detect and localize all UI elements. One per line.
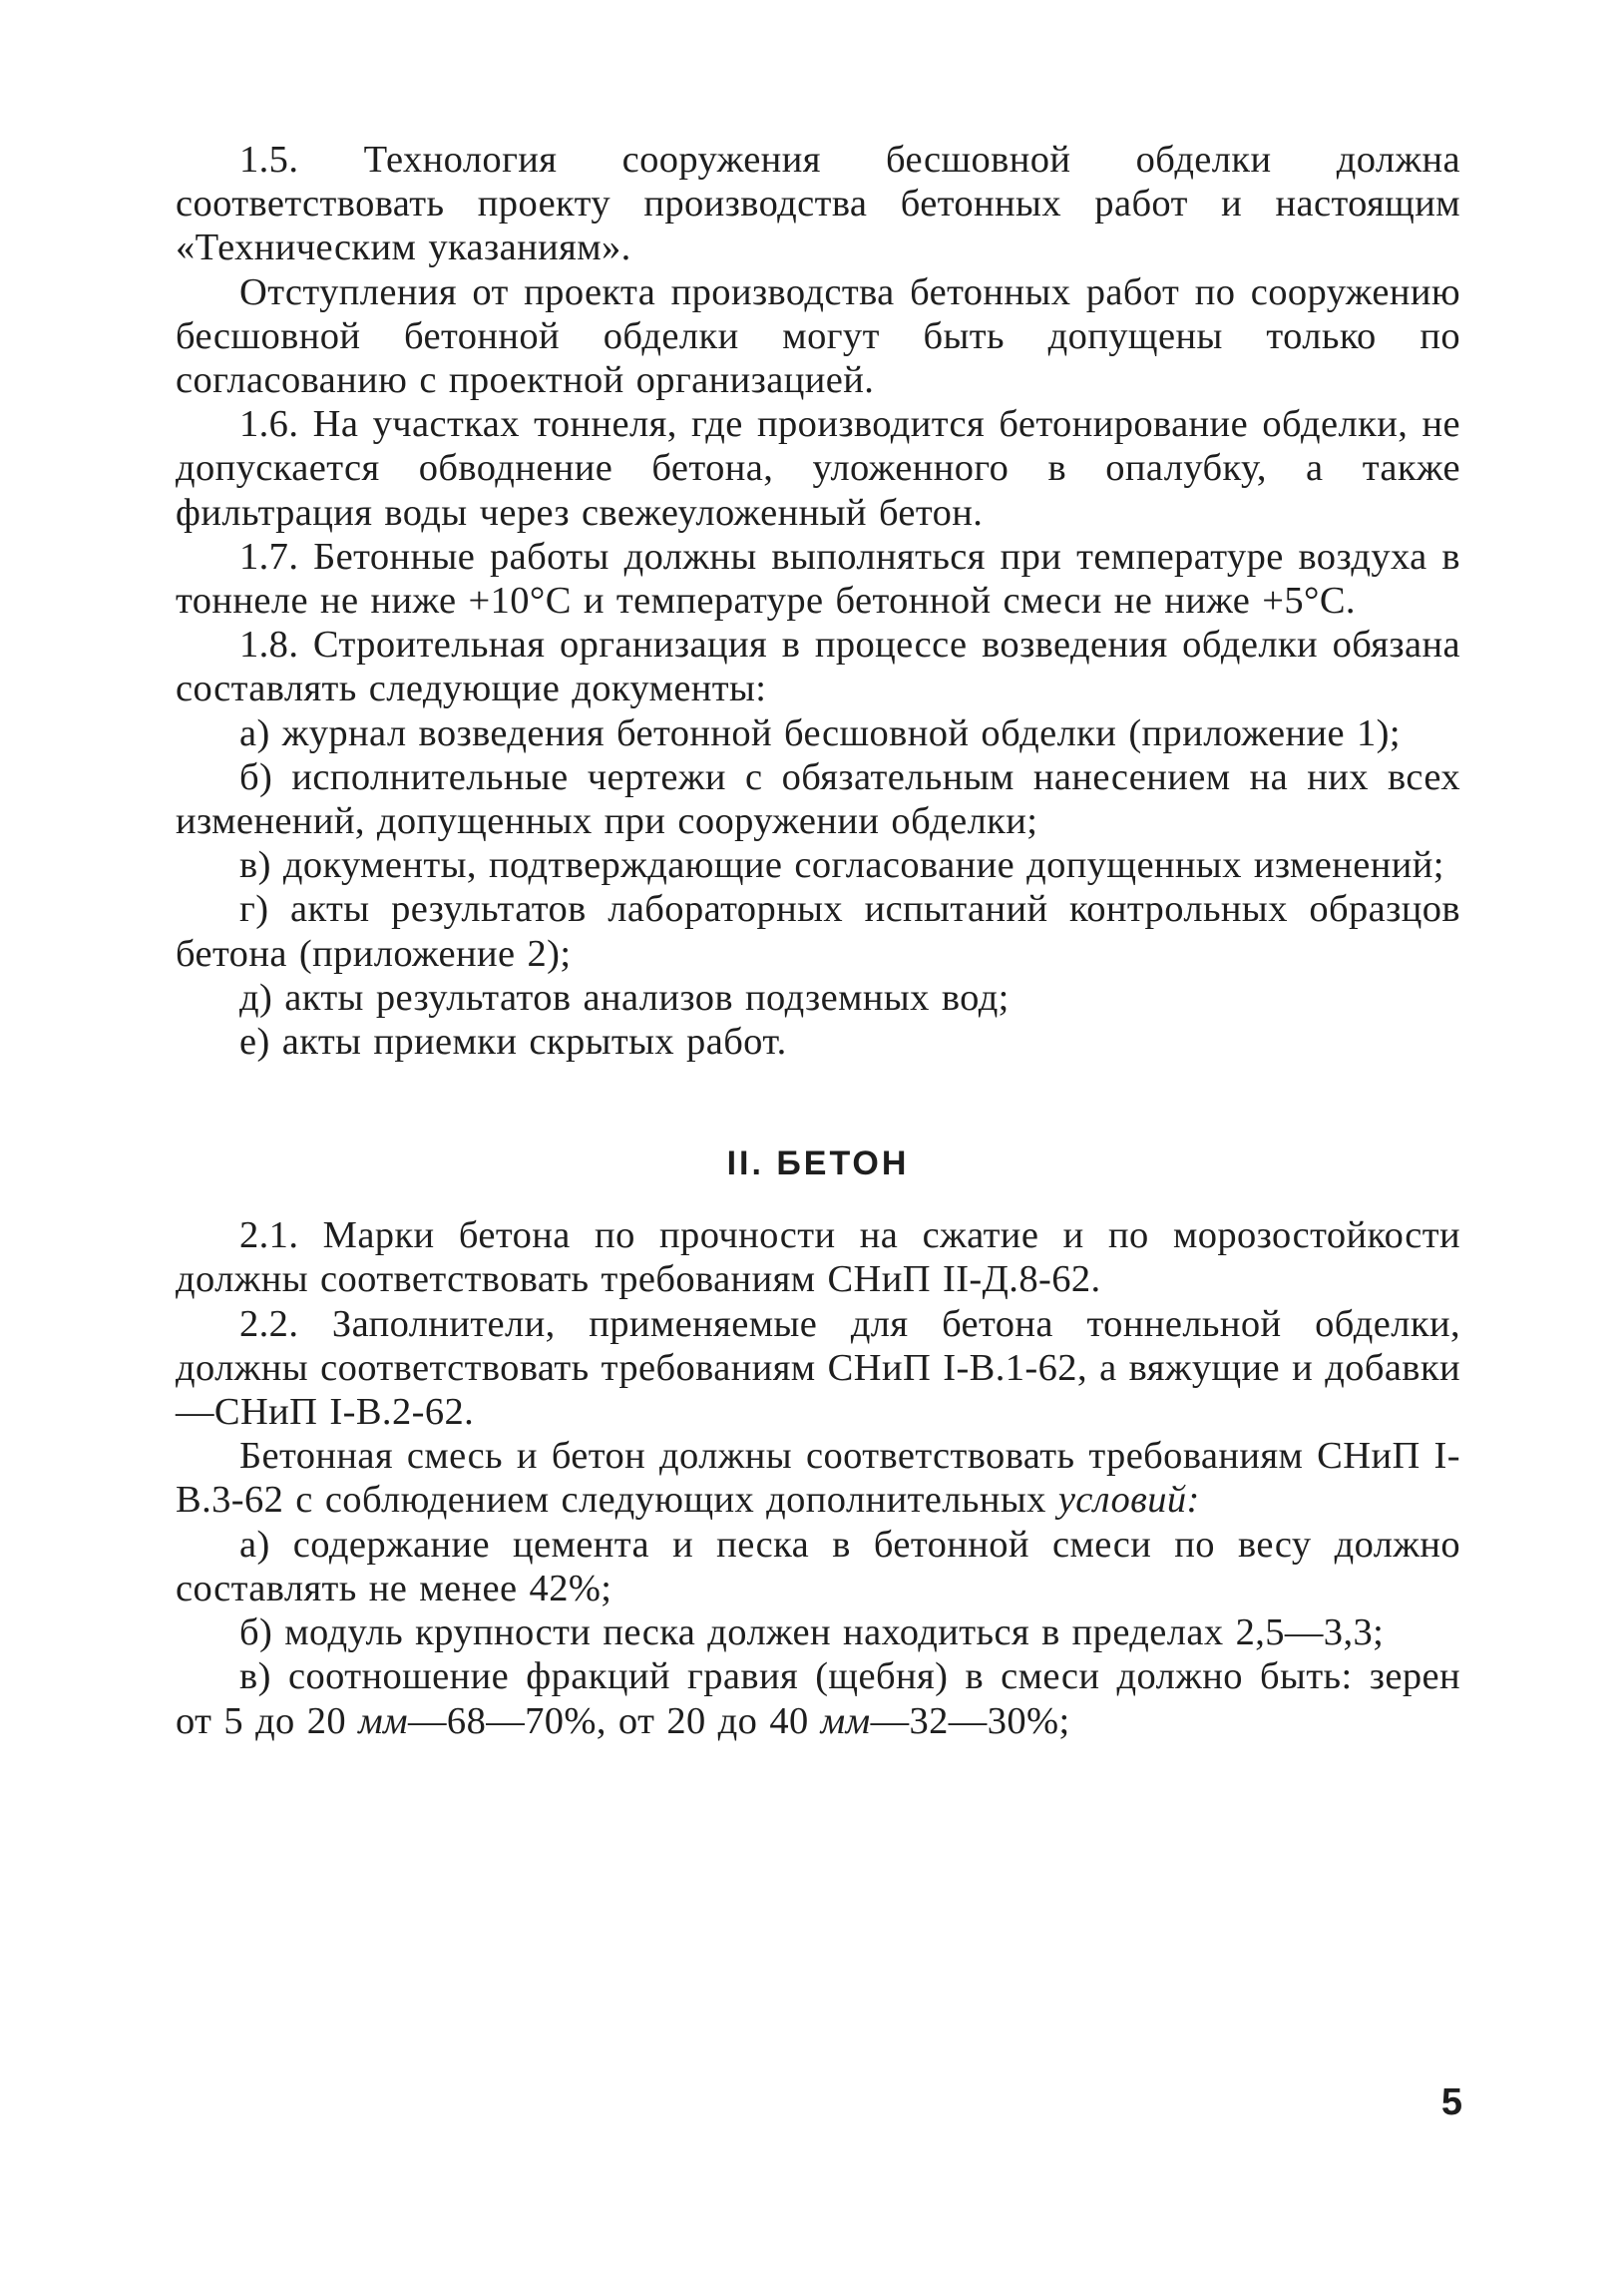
list-item: е) акты приемки скрытых работ. xyxy=(239,1021,787,1064)
list-item xyxy=(176,1654,1460,1742)
fraction-text-3: —32—30%; xyxy=(870,1699,1070,1742)
list-item: а) журнал возведения бетонной бесшовной обделки (приложение 1); xyxy=(239,711,1401,754)
unit-mm: мм xyxy=(820,1699,871,1742)
concrete-mix-text: Бетонная смесь и бетон должны соответствовать требованиям СНиП I-В.3-62 с соблюдением следующих дополнительных xyxy=(176,1435,1460,1522)
list-item: д) акты результатов анализов подземных вод; xyxy=(239,976,1010,1019)
paragraph-deviations: Отступления от проекта производства бетонных работ по сооружению бесшовной бетонной обделки могут быть допущены только по согласованию с проектной организацией. xyxy=(176,270,1460,402)
paragraph-concrete-mix xyxy=(176,1434,1460,1522)
section-heading: II. БЕТОН xyxy=(726,1144,910,1183)
list-item: а) содержание цемента и песка в бетонной смеси по весу должно составлять не менее 42%; xyxy=(176,1523,1460,1609)
fraction-text-2: —68—70%, от 20 до 40 xyxy=(408,1699,821,1742)
page-number: 5 xyxy=(1440,2081,1462,2123)
paragraph-1-6: 1.6. На участках тоннеля, где производится бетонирование обделки, не допускается обводнение бетона, уложенного в опалубку, а также фильтрация воды через свежеуложенный бетон. xyxy=(176,403,1460,534)
concrete-mix-conditions: условий: xyxy=(1057,1479,1200,1522)
list-item: б) модуль крупности песка должен находиться в пределах 2,5—3,3; xyxy=(239,1611,1385,1654)
paragraph-2-2: 2.2. Заполнители, применяемые для бетона тоннельной обделки, должны соответствовать требованиям СНиП I-В.1-62, а вяжущие и добавки—СНиП I-В.2-62. xyxy=(176,1302,1460,1434)
paragraph-1-8: 1.8. Строительная организация в процессе возведения обделки обязана составлять следующие документы: xyxy=(176,624,1460,710)
paragraph-1-7: 1.7. Бетонные работы должны выполняться при температуре воздуха в тоннеле не ниже +10°С и температуре бетонной смеси не ниже +5°С. xyxy=(176,535,1460,623)
fraction-text-1: в) соотношение фракций гравия (щебня) в смеси должно быть: зерен от 5 до 20 xyxy=(176,1655,1460,1742)
paragraph-1-5: 1.5. Технология сооружения бесшовной обделки должна соответствовать проекту производства бетонных работ и настоящим «Техническим указаниям». xyxy=(176,139,1460,269)
list-item: б) исполнительные чертежи с обязательным нанесением на них всех изменений, допущенных при сооружении обделки; xyxy=(176,755,1460,843)
list-item: в) документы, подтверждающие согласование допущенных изменений; xyxy=(239,844,1444,887)
list-item: г) акты результатов лабораторных испытаний контрольных образцов бетона (приложение 2); xyxy=(176,888,1460,975)
unit-mm: мм xyxy=(358,1699,409,1742)
paragraph-2-1: 2.1. Марки бетона по прочности на сжатие и по морозостойкости должны соответствовать требованиям СНиП II-Д.8-62. xyxy=(176,1214,1460,1301)
page-text-column xyxy=(176,138,1460,1743)
